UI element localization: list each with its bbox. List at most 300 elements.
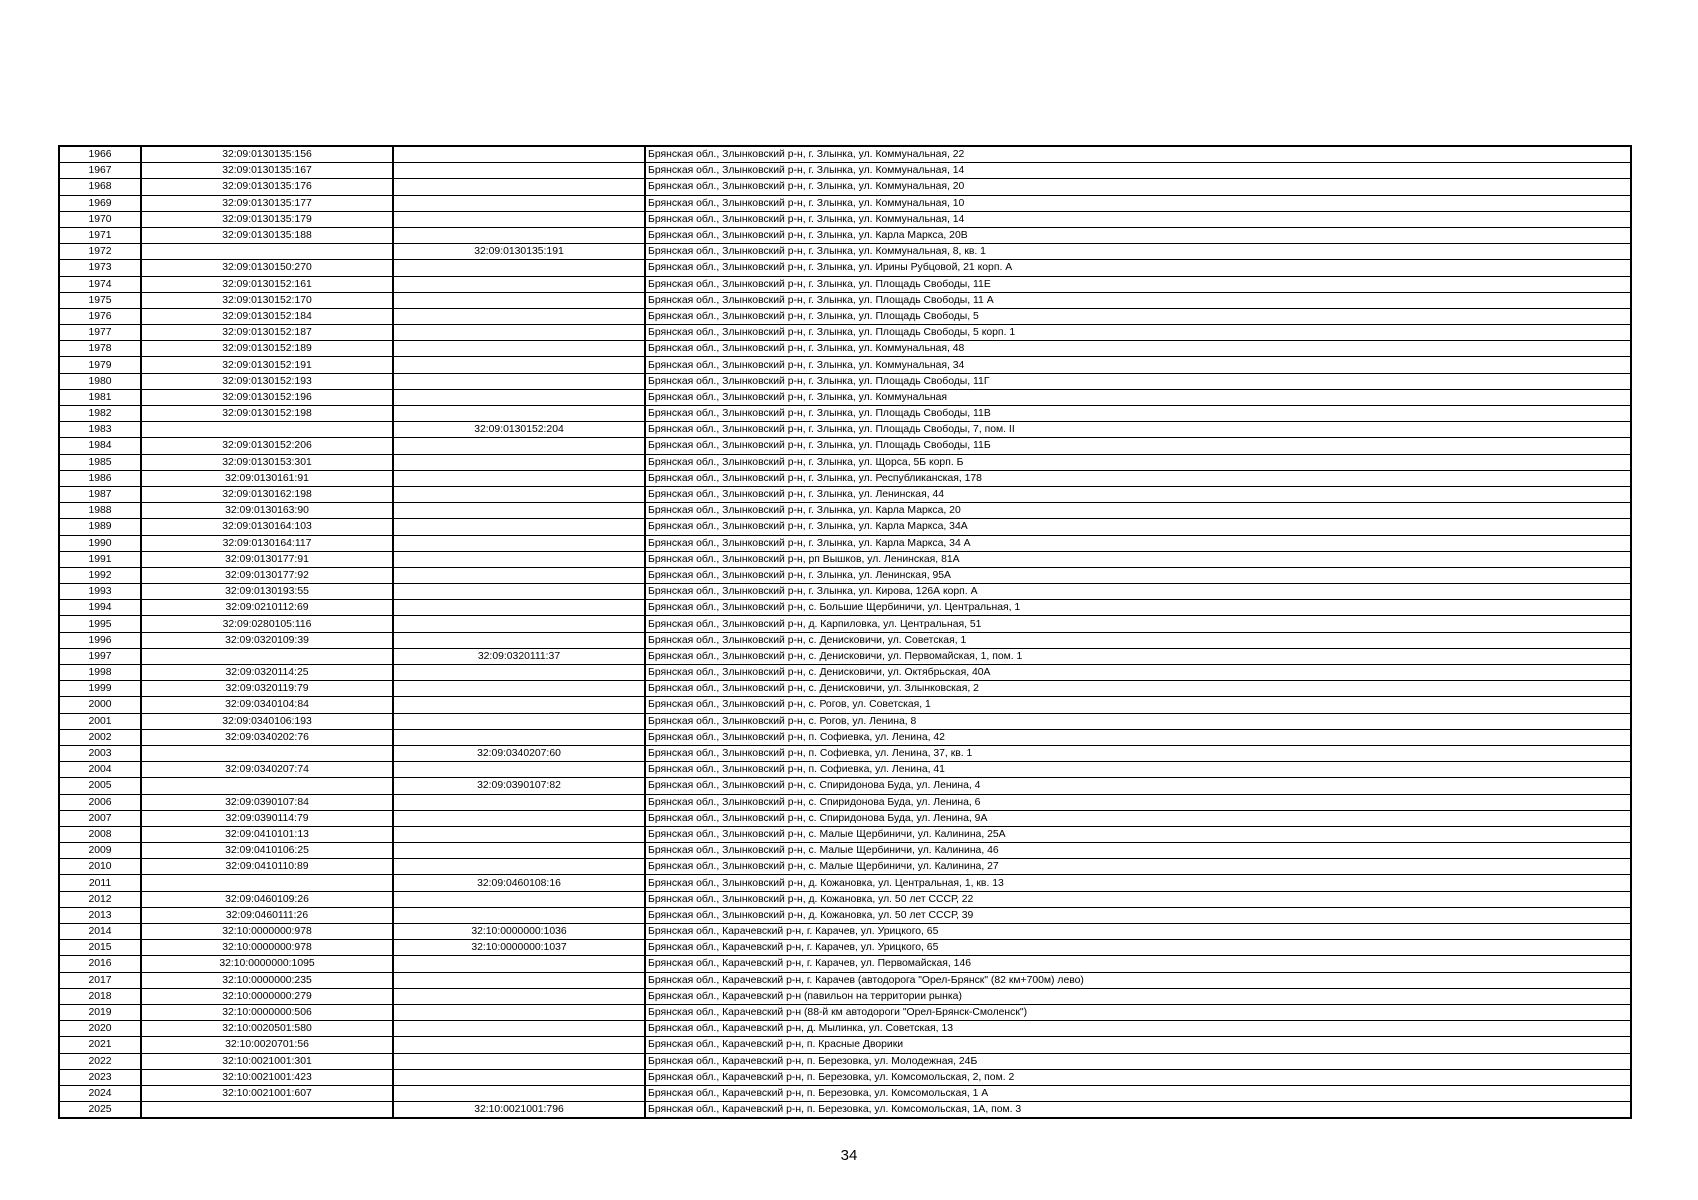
address-cell: Брянская обл., Злынковский р-н, рп Вышков, ул. Ленинская, 81А [645, 551, 1631, 567]
premises-cadastral-number-cell [393, 762, 645, 778]
cadastral-number-cell [141, 244, 393, 260]
premises-cadastral-number-cell [393, 195, 645, 211]
cadastral-number-cell: 32:09:0390107:84 [141, 794, 393, 810]
row-number-cell: 1987 [59, 486, 141, 502]
table-row [59, 503, 1631, 519]
premises-cadastral-number-cell [393, 146, 645, 163]
table-row [59, 956, 1631, 972]
row-number-cell: 1974 [59, 276, 141, 292]
address-cell: Брянская обл., Злынковский р-н, г. Злынка, ул. Коммунальная, 14 [645, 163, 1631, 179]
cadastral-number-cell: 32:09:0130152:187 [141, 325, 393, 341]
address-cell: Брянская обл., Злынковский р-н, г. Злынка, ул. Площадь Свободы, 5 корп. 1 [645, 325, 1631, 341]
table-row [59, 389, 1631, 405]
row-number-cell: 1970 [59, 211, 141, 227]
table-row [59, 244, 1631, 260]
premises-cadastral-number-cell [393, 567, 645, 583]
address-cell: Брянская обл., Карачевский р-н, п. Красные Дворики [645, 1037, 1631, 1053]
premises-cadastral-number-cell [393, 163, 645, 179]
row-number-cell: 1985 [59, 454, 141, 470]
cadastral-number-cell: 32:09:0130153:301 [141, 454, 393, 470]
premises-cadastral-number-cell [393, 729, 645, 745]
premises-cadastral-number-cell [393, 470, 645, 486]
address-cell: Брянская обл., Карачевский р-н, г. Карачев (автодорога "Орел-Брянск" (82 км+700м) лево) [645, 972, 1631, 988]
premises-cadastral-number-cell [393, 406, 645, 422]
address-cell: Брянская обл., Злынковский р-н, д. Кожановка, ул. Центральная, 1, кв. 13 [645, 875, 1631, 891]
row-number-cell: 1977 [59, 325, 141, 341]
row-number-cell: 2016 [59, 956, 141, 972]
premises-cadastral-number-cell: 32:09:0130135:191 [393, 244, 645, 260]
address-cell: Брянская обл., Злынковский р-н, с. Денисковичи, ул. Октябрьская, 40А [645, 665, 1631, 681]
row-number-cell: 2012 [59, 891, 141, 907]
row-number-cell: 2009 [59, 843, 141, 859]
premises-cadastral-number-cell [393, 600, 645, 616]
row-number-cell: 2022 [59, 1053, 141, 1069]
premises-cadastral-number-cell: 32:09:0340207:60 [393, 745, 645, 761]
cadastral-number-cell: 32:09:0130152:206 [141, 438, 393, 454]
row-number-cell: 1986 [59, 470, 141, 486]
table-row [59, 179, 1631, 195]
premises-cadastral-number-cell [393, 373, 645, 389]
row-number-cell: 1972 [59, 244, 141, 260]
table-row [59, 891, 1631, 907]
cadastral-number-cell: 32:09:0130152:198 [141, 406, 393, 422]
table-row [59, 260, 1631, 276]
address-cell: Брянская обл., Злынковский р-н, г. Злынка, ул. Площадь Свободы, 11Е [645, 276, 1631, 292]
row-number-cell: 1984 [59, 438, 141, 454]
premises-cadastral-number-cell [393, 438, 645, 454]
row-number-cell: 2015 [59, 940, 141, 956]
cadastral-number-cell: 32:09:0130135:176 [141, 179, 393, 195]
address-cell: Брянская обл., Злынковский р-н, г. Злынка, ул. Коммунальная, 20 [645, 179, 1631, 195]
cadastral-number-cell [141, 778, 393, 794]
row-number-cell: 1971 [59, 227, 141, 243]
table-row [59, 406, 1631, 422]
address-cell: Брянская обл., Карачевский р-н, п. Березовка, ул. Молодежная, 24Б [645, 1053, 1631, 1069]
premises-cadastral-number-cell [393, 972, 645, 988]
premises-cadastral-number-cell: 32:10:0021001:796 [393, 1102, 645, 1119]
premises-cadastral-number-cell [393, 454, 645, 470]
table-row [59, 276, 1631, 292]
premises-cadastral-number-cell: 32:09:0390107:82 [393, 778, 645, 794]
premises-cadastral-number-cell [393, 211, 645, 227]
cadastral-number-cell: 32:10:0000000:506 [141, 1004, 393, 1020]
row-number-cell: 1994 [59, 600, 141, 616]
row-number-cell: 2001 [59, 713, 141, 729]
address-cell: Брянская обл., Карачевский р-н, г. Карачев, ул. Первомайская, 146 [645, 956, 1631, 972]
address-cell: Брянская обл., Злынковский р-н, г. Злынка, ул. Площадь Свободы, 7, пом. II [645, 422, 1631, 438]
row-number-cell: 2020 [59, 1021, 141, 1037]
premises-cadastral-number-cell [393, 389, 645, 405]
row-number-cell: 1988 [59, 503, 141, 519]
cadastral-number-cell: 32:09:0130193:55 [141, 584, 393, 600]
address-cell: Брянская обл., Злынковский р-н, г. Злынка, ул. Коммунальная [645, 389, 1631, 405]
row-number-cell: 2003 [59, 745, 141, 761]
table-row [59, 1053, 1631, 1069]
premises-cadastral-number-cell [393, 956, 645, 972]
premises-cadastral-number-cell [393, 665, 645, 681]
cadastral-number-cell: 32:09:0130177:91 [141, 551, 393, 567]
page-number: 34 [840, 1147, 858, 1164]
premises-cadastral-number-cell [393, 907, 645, 923]
address-cell: Брянская обл., Злынковский р-н, д. Карпиловка, ул. Центральная, 51 [645, 616, 1631, 632]
cadastral-number-cell: 32:09:0410110:89 [141, 859, 393, 875]
address-cell: Брянская обл., Злынковский р-н, с. Рогов, ул. Советская, 1 [645, 697, 1631, 713]
cadastral-number-cell: 32:09:0130162:198 [141, 486, 393, 502]
premises-cadastral-number-cell [393, 1069, 645, 1085]
cadastral-number-cell: 32:09:0130152:161 [141, 276, 393, 292]
row-number-cell: 2014 [59, 924, 141, 940]
premises-cadastral-number-cell [393, 1037, 645, 1053]
cadastral-number-cell: 32:09:0130150:270 [141, 260, 393, 276]
address-cell: Брянская обл., Злынковский р-н, с. Спиридонова Буда, ул. Ленина, 4 [645, 778, 1631, 794]
row-number-cell: 1989 [59, 519, 141, 535]
premises-cadastral-number-cell: 32:10:0000000:1036 [393, 924, 645, 940]
cadastral-number-cell: 32:09:0390114:79 [141, 810, 393, 826]
row-number-cell: 1998 [59, 665, 141, 681]
registry-table [58, 145, 1632, 1119]
premises-cadastral-number-cell [393, 632, 645, 648]
cadastral-number-cell: 32:09:0210112:69 [141, 600, 393, 616]
address-cell: Брянская обл., Злынковский р-н, г. Злынка, ул. Ленинская, 44 [645, 486, 1631, 502]
table-row [59, 972, 1631, 988]
row-number-cell: 1982 [59, 406, 141, 422]
row-number-cell: 2011 [59, 875, 141, 891]
row-number-cell: 1990 [59, 535, 141, 551]
premises-cadastral-number-cell [393, 292, 645, 308]
address-cell: Брянская обл., Карачевский р-н, п. Березовка, ул. Комсомольская, 1 А [645, 1085, 1631, 1101]
cadastral-number-cell: 32:09:0340104:84 [141, 697, 393, 713]
row-number-cell: 1973 [59, 260, 141, 276]
table-row [59, 826, 1631, 842]
row-number-cell: 2017 [59, 972, 141, 988]
address-cell: Брянская обл., Карачевский р-н, п. Березовка, ул. Комсомольская, 1А, пом. 3 [645, 1102, 1631, 1119]
row-number-cell: 2004 [59, 762, 141, 778]
table-row [59, 146, 1631, 163]
address-cell: Брянская обл., Карачевский р-н, д. Мылинка, ул. Советская, 13 [645, 1021, 1631, 1037]
table-row [59, 584, 1631, 600]
address-cell: Брянская обл., Злынковский р-н, п. Софиевка, ул. Ленина, 41 [645, 762, 1631, 778]
row-number-cell: 2018 [59, 988, 141, 1004]
table-row [59, 616, 1631, 632]
cadastral-number-cell: 32:09:0130152:196 [141, 389, 393, 405]
address-cell: Брянская обл., Злынковский р-н, г. Злынка, ул. Площадь Свободы, 5 [645, 308, 1631, 324]
table-row [59, 794, 1631, 810]
premises-cadastral-number-cell [393, 503, 645, 519]
row-number-cell: 1969 [59, 195, 141, 211]
table-row [59, 486, 1631, 502]
table-row [59, 227, 1631, 243]
row-number-cell: 2013 [59, 907, 141, 923]
row-number-cell: 1992 [59, 567, 141, 583]
cadastral-number-cell: 32:10:0000000:279 [141, 988, 393, 1004]
address-cell: Брянская обл., Злынковский р-н, с. Денисковичи, ул. Первомайская, 1, пом. 1 [645, 648, 1631, 664]
registry-table-body [59, 146, 1631, 1118]
cadastral-number-cell [141, 648, 393, 664]
table-row [59, 454, 1631, 470]
row-number-cell: 2000 [59, 697, 141, 713]
table-row [59, 665, 1631, 681]
premises-cadastral-number-cell [393, 1085, 645, 1101]
address-cell: Брянская обл., Карачевский р-н (88-й км автодороги "Орел-Брянск-Смоленск") [645, 1004, 1631, 1020]
premises-cadastral-number-cell [393, 713, 645, 729]
premises-cadastral-number-cell [393, 794, 645, 810]
address-cell: Брянская обл., Злынковский р-н, г. Злынка, ул. Карла Маркса, 34А [645, 519, 1631, 535]
table-row [59, 1037, 1631, 1053]
table-row [59, 875, 1631, 891]
table-row [59, 632, 1631, 648]
table-row [59, 1085, 1631, 1101]
row-number-cell: 1995 [59, 616, 141, 632]
address-cell: Брянская обл., Злынковский р-н, с. Денисковичи, ул. Советская, 1 [645, 632, 1631, 648]
cadastral-number-cell: 32:09:0130135:179 [141, 211, 393, 227]
premises-cadastral-number-cell: 32:09:0320111:37 [393, 648, 645, 664]
table-row [59, 163, 1631, 179]
table-row [59, 567, 1631, 583]
row-number-cell: 2007 [59, 810, 141, 826]
address-cell: Брянская обл., Злынковский р-н, г. Злынка, ул. Ленинская, 95А [645, 567, 1631, 583]
address-cell: Брянская обл., Злынковский р-н, д. Кожановка, ул. 50 лет СССР, 22 [645, 891, 1631, 907]
row-number-cell: 1976 [59, 308, 141, 324]
address-cell: Брянская обл., Злынковский р-н, г. Злынка, ул. Коммунальная, 34 [645, 357, 1631, 373]
cadastral-number-cell: 32:09:0130161:91 [141, 470, 393, 486]
cadastral-number-cell: 32:09:0130164:103 [141, 519, 393, 535]
cadastral-number-cell: 32:09:0130177:92 [141, 567, 393, 583]
cadastral-number-cell: 32:09:0130164:117 [141, 535, 393, 551]
address-cell: Брянская обл., Злынковский р-н, г. Злынка, ул. Коммунальная, 8, кв. 1 [645, 244, 1631, 260]
cadastral-number-cell: 32:10:0000000:1095 [141, 956, 393, 972]
row-number-cell: 1993 [59, 584, 141, 600]
premises-cadastral-number-cell [393, 1053, 645, 1069]
table-row [59, 729, 1631, 745]
cadastral-number-cell [141, 1102, 393, 1119]
premises-cadastral-number-cell [393, 260, 645, 276]
premises-cadastral-number-cell [393, 341, 645, 357]
table-row [59, 1021, 1631, 1037]
table-row [59, 211, 1631, 227]
row-number-cell: 1968 [59, 179, 141, 195]
cadastral-number-cell: 32:09:0340207:74 [141, 762, 393, 778]
address-cell: Брянская обл., Злынковский р-н, г. Злынка, ул. Карла Маркса, 34 А [645, 535, 1631, 551]
address-cell: Брянская обл., Злынковский р-н, д. Кожановка, ул. 50 лет СССР, 39 [645, 907, 1631, 923]
table-row [59, 535, 1631, 551]
cadastral-number-cell: 32:10:0000000:978 [141, 924, 393, 940]
cadastral-number-cell: 32:09:0320114:25 [141, 665, 393, 681]
cadastral-number-cell: 32:10:0000000:978 [141, 940, 393, 956]
premises-cadastral-number-cell [393, 859, 645, 875]
table-row [59, 810, 1631, 826]
premises-cadastral-number-cell [393, 519, 645, 535]
cadastral-number-cell: 32:09:0460109:26 [141, 891, 393, 907]
cadastral-number-cell: 32:09:0320109:39 [141, 632, 393, 648]
row-number-cell: 1996 [59, 632, 141, 648]
cadastral-number-cell [141, 745, 393, 761]
premises-cadastral-number-cell [393, 1004, 645, 1020]
premises-cadastral-number-cell [393, 826, 645, 842]
table-row [59, 713, 1631, 729]
row-number-cell: 2025 [59, 1102, 141, 1119]
table-row [59, 438, 1631, 454]
premises-cadastral-number-cell [393, 308, 645, 324]
table-row [59, 940, 1631, 956]
address-cell: Брянская обл., Злынковский р-н, с. Спиридонова Буда, ул. Ленина, 6 [645, 794, 1631, 810]
cadastral-number-cell: 32:10:0021001:607 [141, 1085, 393, 1101]
address-cell: Брянская обл., Карачевский р-н, г. Карачев, ул. Урицкого, 65 [645, 924, 1631, 940]
table-row [59, 600, 1631, 616]
row-number-cell: 2024 [59, 1085, 141, 1101]
table-row [59, 697, 1631, 713]
cadastral-number-cell: 32:09:0130152:184 [141, 308, 393, 324]
address-cell: Брянская обл., Карачевский р-н, г. Карачев, ул. Урицкого, 65 [645, 940, 1631, 956]
premises-cadastral-number-cell [393, 843, 645, 859]
table-row [59, 551, 1631, 567]
address-cell: Брянская обл., Злынковский р-н, г. Злынка, ул. Коммунальная, 10 [645, 195, 1631, 211]
table-row [59, 325, 1631, 341]
address-cell: Брянская обл., Карачевский р-н, п. Березовка, ул. Комсомольская, 2, пом. 2 [645, 1069, 1631, 1085]
row-number-cell: 1975 [59, 292, 141, 308]
row-number-cell: 1978 [59, 341, 141, 357]
table-row [59, 195, 1631, 211]
premises-cadastral-number-cell: 32:09:0130152:204 [393, 422, 645, 438]
premises-cadastral-number-cell: 32:09:0460108:16 [393, 875, 645, 891]
premises-cadastral-number-cell: 32:10:0000000:1037 [393, 940, 645, 956]
table-row [59, 907, 1631, 923]
row-number-cell: 2023 [59, 1069, 141, 1085]
premises-cadastral-number-cell [393, 179, 645, 195]
premises-cadastral-number-cell [393, 325, 645, 341]
cadastral-number-cell: 32:09:0130152:189 [141, 341, 393, 357]
table-row [59, 1069, 1631, 1085]
premises-cadastral-number-cell [393, 276, 645, 292]
address-cell: Брянская обл., Злынковский р-н, с. Малые Щербиничи, ул. Калинина, 27 [645, 859, 1631, 875]
table-row [59, 859, 1631, 875]
address-cell: Брянская обл., Злынковский р-н, г. Злынка, ул. Кирова, 126А корп. А [645, 584, 1631, 600]
premises-cadastral-number-cell [393, 357, 645, 373]
premises-cadastral-number-cell [393, 1021, 645, 1037]
table-row [59, 681, 1631, 697]
table-row [59, 422, 1631, 438]
address-cell: Брянская обл., Злынковский р-н, г. Злынка, ул. Карла Маркса, 20В [645, 227, 1631, 243]
address-cell: Брянская обл., Злынковский р-н, п. Софиевка, ул. Ленина, 42 [645, 729, 1631, 745]
row-number-cell: 1981 [59, 389, 141, 405]
premises-cadastral-number-cell [393, 486, 645, 502]
row-number-cell: 2021 [59, 1037, 141, 1053]
cadastral-number-cell: 32:09:0130135:188 [141, 227, 393, 243]
cadastral-number-cell: 32:09:0320119:79 [141, 681, 393, 697]
cadastral-number-cell: 32:09:0410106:25 [141, 843, 393, 859]
table-row [59, 778, 1631, 794]
address-cell: Брянская обл., Злынковский р-н, с. Малые Щербиничи, ул. Калинина, 25А [645, 826, 1631, 842]
address-cell: Брянская обл., Злынковский р-н, с. Большие Щербиничи, ул. Центральная, 1 [645, 600, 1631, 616]
cadastral-number-cell: 32:09:0410101:13 [141, 826, 393, 842]
table-row [59, 292, 1631, 308]
address-cell: Брянская обл., Злынковский р-н, с. Спиридонова Буда, ул. Ленина, 9А [645, 810, 1631, 826]
table-row [59, 519, 1631, 535]
address-cell: Брянская обл., Злынковский р-н, г. Злынка, ул. Площадь Свободы, 11В [645, 406, 1631, 422]
table-row [59, 1004, 1631, 1020]
row-number-cell: 1979 [59, 357, 141, 373]
cadastral-number-cell: 32:09:0130135:177 [141, 195, 393, 211]
cadastral-number-cell: 32:09:0130135:156 [141, 146, 393, 163]
row-number-cell: 1983 [59, 422, 141, 438]
premises-cadastral-number-cell [393, 988, 645, 1004]
address-cell: Брянская обл., Злынковский р-н, г. Злынка, ул. Ирины Рубцовой, 21 корп. А [645, 260, 1631, 276]
address-cell: Брянская обл., Злынковский р-н, г. Злынка, ул. Карла Маркса, 20 [645, 503, 1631, 519]
premises-cadastral-number-cell [393, 810, 645, 826]
address-cell: Брянская обл., Злынковский р-н, г. Злынка, ул. Коммунальная, 48 [645, 341, 1631, 357]
cadastral-number-cell: 32:10:0021001:301 [141, 1053, 393, 1069]
cadastral-number-cell: 32:10:0020501:580 [141, 1021, 393, 1037]
cadastral-number-cell: 32:09:0130135:167 [141, 163, 393, 179]
cadastral-number-cell: 32:09:0340106:193 [141, 713, 393, 729]
table-row [59, 988, 1631, 1004]
premises-cadastral-number-cell [393, 584, 645, 600]
cadastral-number-cell: 32:09:0340202:76 [141, 729, 393, 745]
address-cell: Брянская обл., Злынковский р-н, с. Денисковичи, ул. Злынковская, 2 [645, 681, 1631, 697]
cadastral-number-cell: 32:09:0130152:191 [141, 357, 393, 373]
cadastral-number-cell: 32:10:0020701:56 [141, 1037, 393, 1053]
address-cell: Брянская обл., Злынковский р-н, с. Малые Щербиничи, ул. Калинина, 46 [645, 843, 1631, 859]
row-number-cell: 1997 [59, 648, 141, 664]
row-number-cell: 2006 [59, 794, 141, 810]
row-number-cell: 2002 [59, 729, 141, 745]
table-row [59, 1102, 1631, 1119]
table-row [59, 843, 1631, 859]
address-cell: Брянская обл., Злынковский р-н, с. Рогов, ул. Ленина, 8 [645, 713, 1631, 729]
row-number-cell: 1967 [59, 163, 141, 179]
cadastral-number-cell: 32:10:0000000:235 [141, 972, 393, 988]
premises-cadastral-number-cell [393, 681, 645, 697]
table-row [59, 470, 1631, 486]
cadastral-number-cell: 32:10:0021001:423 [141, 1069, 393, 1085]
premises-cadastral-number-cell [393, 535, 645, 551]
table-row [59, 308, 1631, 324]
cadastral-number-cell: 32:09:0460111:26 [141, 907, 393, 923]
table-row [59, 648, 1631, 664]
row-number-cell: 2019 [59, 1004, 141, 1020]
row-number-cell: 1980 [59, 373, 141, 389]
table-row [59, 924, 1631, 940]
cadastral-number-cell: 32:09:0130152:193 [141, 373, 393, 389]
row-number-cell: 1966 [59, 146, 141, 163]
premises-cadastral-number-cell [393, 697, 645, 713]
premises-cadastral-number-cell [393, 891, 645, 907]
address-cell: Брянская обл., Злынковский р-н, г. Злынка, ул. Площадь Свободы, 11Б [645, 438, 1631, 454]
address-cell: Брянская обл., Злынковский р-н, г. Злынка, ул. Коммунальная, 22 [645, 146, 1631, 163]
premises-cadastral-number-cell [393, 551, 645, 567]
address-cell: Брянская обл., Злынковский р-н, г. Злынка, ул. Коммунальная, 14 [645, 211, 1631, 227]
table-row [59, 373, 1631, 389]
row-number-cell: 2008 [59, 826, 141, 842]
premises-cadastral-number-cell [393, 616, 645, 632]
row-number-cell: 1999 [59, 681, 141, 697]
cadastral-number-cell [141, 875, 393, 891]
row-number-cell: 1991 [59, 551, 141, 567]
address-cell: Брянская обл., Злынковский р-н, г. Злынка, ул. Республиканская, 178 [645, 470, 1631, 486]
premises-cadastral-number-cell [393, 227, 645, 243]
cadastral-number-cell: 32:09:0130163:90 [141, 503, 393, 519]
cadastral-number-cell: 32:09:0130152:170 [141, 292, 393, 308]
row-number-cell: 2005 [59, 778, 141, 794]
row-number-cell: 2010 [59, 859, 141, 875]
address-cell: Брянская обл., Злынковский р-н, г. Злынка, ул. Щорса, 5Б корп. Б [645, 454, 1631, 470]
table-row [59, 745, 1631, 761]
table-row [59, 341, 1631, 357]
address-cell: Брянская обл., Карачевский р-н (павильон на территории рынка) [645, 988, 1631, 1004]
table-row [59, 357, 1631, 373]
address-cell: Брянская обл., Злынковский р-н, г. Злынка, ул. Площадь Свободы, 11Г [645, 373, 1631, 389]
table-row [59, 762, 1631, 778]
address-cell: Брянская обл., Злынковский р-н, п. Софиевка, ул. Ленина, 37, кв. 1 [645, 745, 1631, 761]
